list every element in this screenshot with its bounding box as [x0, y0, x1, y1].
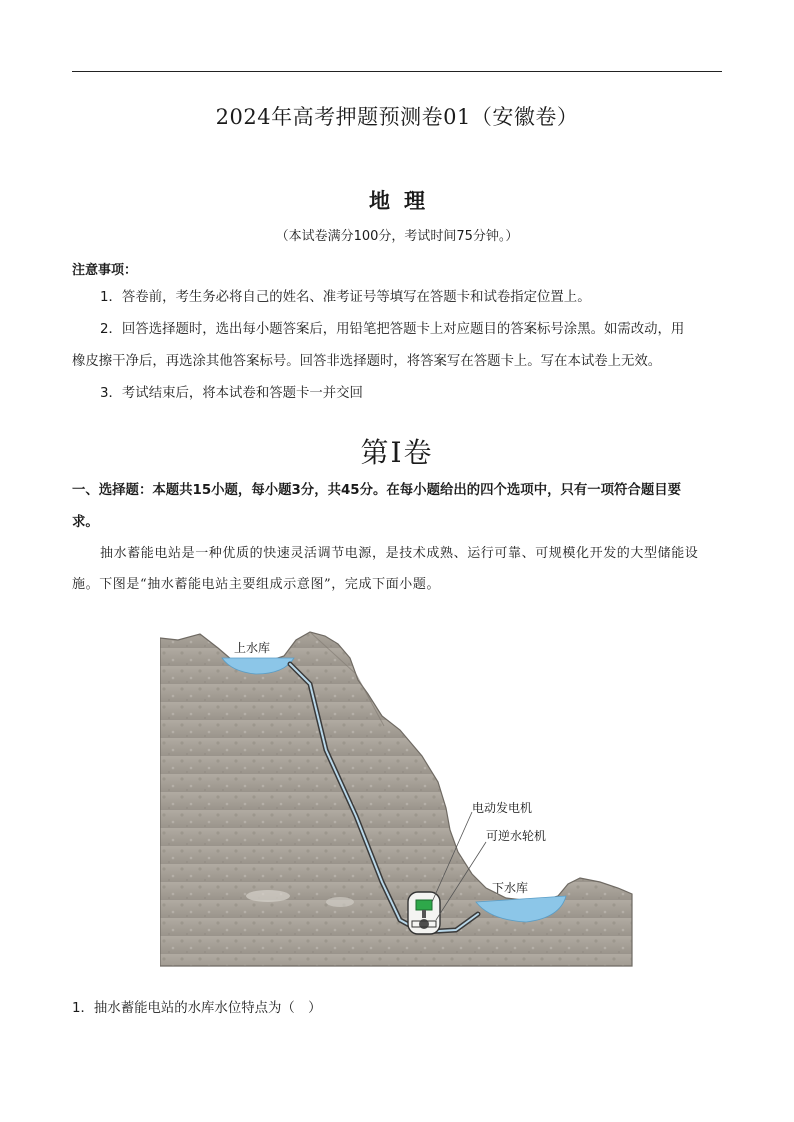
notice-item-2-line-2: 橡皮擦干净后，再选涂其他答案标号。回答非选择题时，将答案写在答题卡上。写在本试卷上无效。 [72, 354, 662, 369]
label-reversible-turbine: 可逆水轮机 [486, 829, 547, 843]
notice-item-2-line-1: 2．回答选择题时，选出每小题答案后，用铅笔把答题卡上对应题目的答案标号涂黑。如需改动，用 [100, 322, 685, 337]
part-description-line-1: 一、选择题：本题共15小题，每小题3分，共45分。在每小题给出的四个选项中，只有一项符合题目要 [72, 483, 681, 498]
part-description-line-2: 求。 [72, 515, 99, 530]
notice-heading: 注意事项： [72, 263, 138, 278]
exam-info: （本试卷满分100分，考试时间75分钟。） [275, 229, 519, 244]
subject-title: 地理 [369, 188, 439, 213]
notice-item-3: 3．考试结束后，将本试卷和答题卡一并交回 [100, 386, 363, 401]
notice-item-1: 1．答卷前，考生务必将自己的姓名、准考证号等填写在答题卡和试卷指定位置上。 [100, 290, 591, 305]
label-motor-generator: 电动发电机 [472, 801, 533, 815]
generator-icon [416, 900, 432, 910]
pumped-storage-diagram [160, 630, 638, 975]
intro-line-1: 抽水蓄能电站是一种优质的快速灵活调节电源，是技术成熟、运行可靠、可规模化开发的大型储能设 [100, 546, 699, 561]
label-upper-reservoir: 上水库 [234, 641, 271, 655]
intro-line-2: 施。下图是“抽水蓄能电站主要组成示意图”，完成下面小题。 [72, 577, 441, 592]
page-title: 2024年高考押题预测卷01（安徽卷） [215, 105, 579, 129]
label-lower-reservoir: 下水库 [492, 881, 529, 895]
header-rule [72, 71, 722, 72]
section-title: 第Ⅰ卷 [360, 436, 434, 469]
question-1: 1．抽水蓄能电站的水库水位特点为（ ） [72, 1001, 322, 1016]
